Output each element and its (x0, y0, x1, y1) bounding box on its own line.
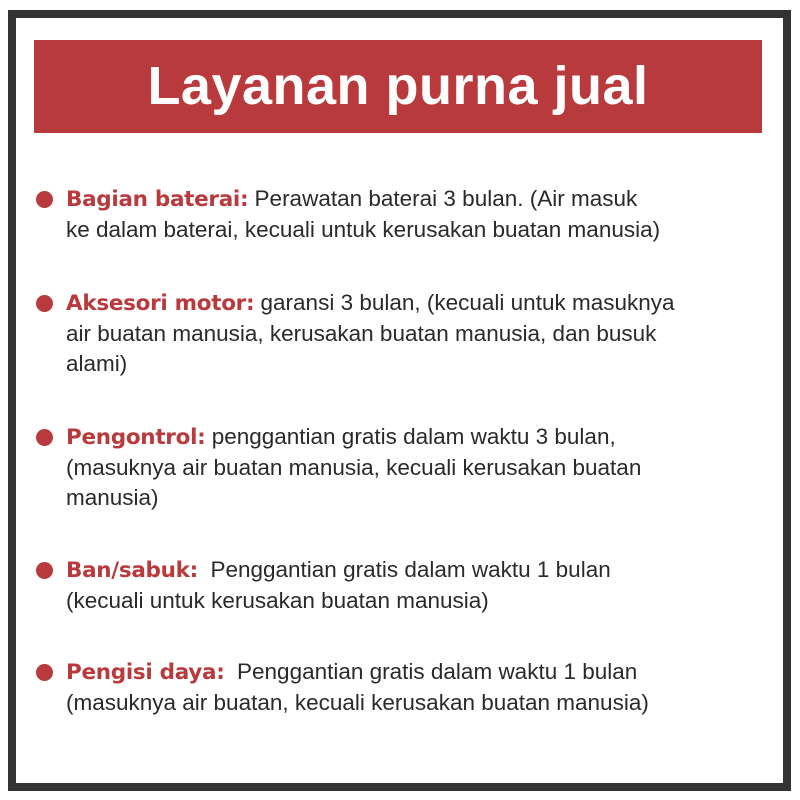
bullet-icon (36, 429, 53, 446)
list-item-battery (34, 184, 660, 245)
bullet-icon (36, 562, 53, 579)
item-text: (masuknya air buatan manusia, kecuali kerusakan buatan (66, 455, 642, 480)
item-label: Pengisi daya: (66, 660, 225, 685)
item-text: penggantian gratis dalam waktu 3 bulan, (205, 424, 616, 449)
list-item-tire-belt (34, 555, 611, 616)
bullet-icon (36, 191, 53, 208)
list-item-controller (34, 422, 641, 513)
title-banner (34, 40, 762, 133)
item-text: manusia) (66, 485, 159, 510)
item-text: Penggantian gratis dalam waktu 1 bulan (224, 659, 638, 684)
item-label: Ban/sabuk: (66, 558, 198, 583)
list-item-motor-accessories (34, 288, 675, 379)
page-title: Layanan purna jual (147, 55, 649, 116)
bullet-icon (36, 664, 53, 681)
item-label: Pengontrol: (66, 425, 206, 450)
item-text: Penggantian gratis dalam waktu 1 bulan (197, 557, 611, 582)
item-label: Aksesori motor: (66, 291, 255, 316)
item-text: ke dalam baterai, kecuali untuk kerusakan buatan manusia) (66, 217, 661, 242)
item-text: (kecuali untuk kerusakan buatan manusia) (66, 588, 489, 613)
item-text: alami) (66, 351, 128, 376)
list-item-charger (34, 657, 649, 718)
item-label: Bagian baterai: (66, 187, 249, 212)
item-text: garansi 3 bulan, (kecuali untuk masuknya (254, 290, 675, 315)
item-text: Perawatan baterai 3 bulan. (Air masuk (248, 186, 638, 211)
bullet-icon (36, 295, 53, 312)
item-text: (masuknya air buatan, kecuali kerusakan buatan manusia) (66, 690, 649, 715)
item-text: air buatan manusia, kerusakan buatan manusia, dan busuk (66, 321, 657, 346)
